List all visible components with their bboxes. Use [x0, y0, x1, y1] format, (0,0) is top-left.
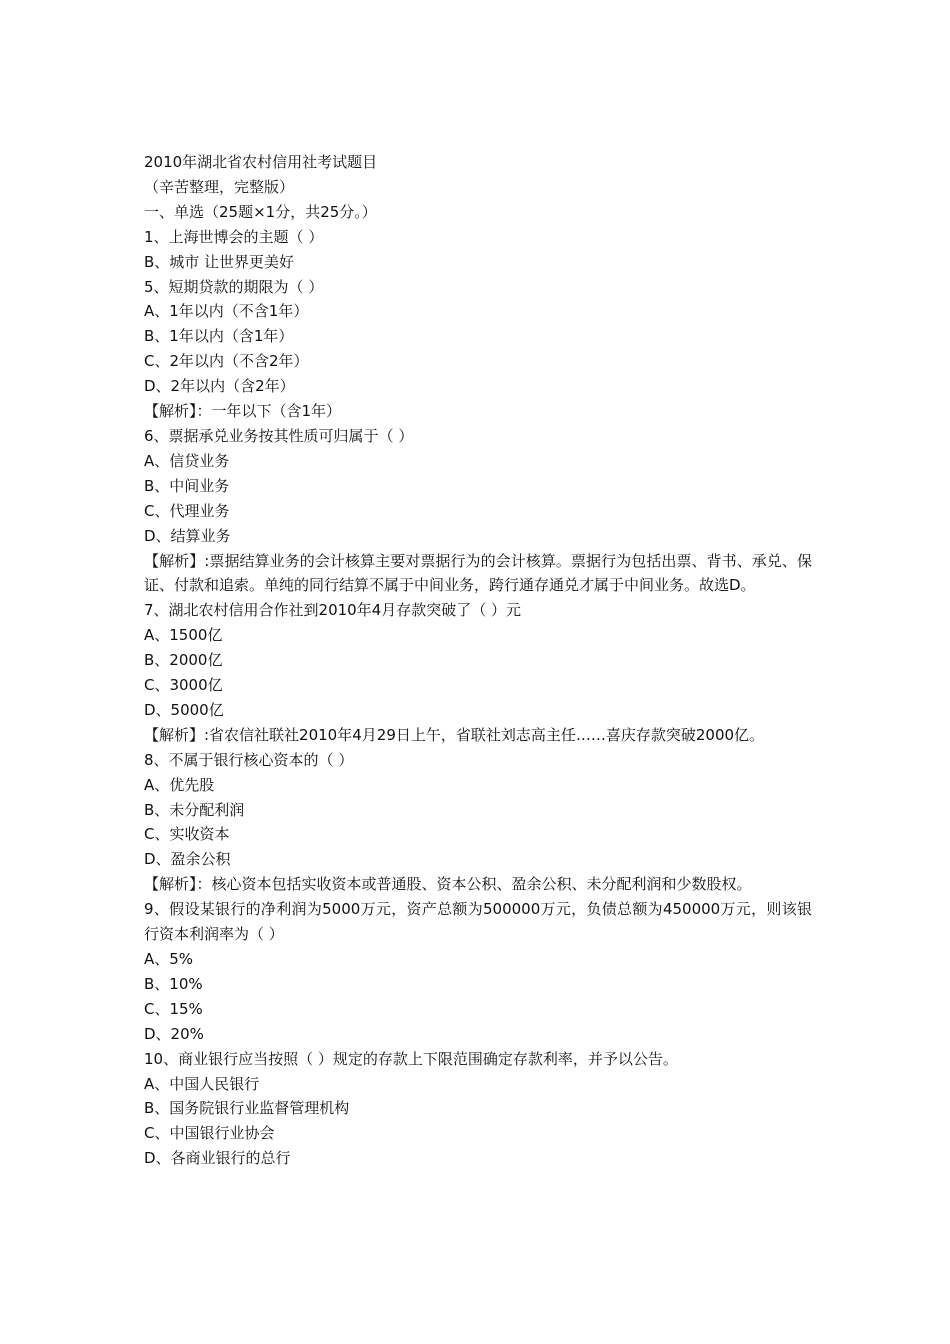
answer-option: B、未分配利润	[144, 800, 245, 819]
answer-option: C、中国银行业协会	[144, 1124, 275, 1143]
answer-option: B、1年以内（含1年）	[144, 327, 294, 346]
answer-option: B、中间业务	[144, 476, 230, 495]
answer-option: D、20%	[144, 1024, 204, 1043]
answer-option: A、1500亿	[144, 626, 223, 645]
explanation: 【解析】：核心资本包括实收资本或普通股、资本公积、盈余公积、未分配利润和少数股权。	[144, 875, 752, 894]
answer-option: B、10%	[144, 974, 203, 993]
answer-option: C、2年以内（不含2年）	[144, 352, 309, 371]
question-1: 1、上海世博会的主题（ ）	[144, 227, 324, 246]
explanation: 【解析】:省农信社联社2010年4月29日上午，省联社刘志高主任……喜庆存款突破2000亿。	[144, 725, 765, 744]
question-7: 7、湖北农村信用合作社到2010年4月存款突破了（ ）元	[144, 601, 522, 620]
document-subtitle: （辛苦整理，完整版）	[144, 177, 295, 196]
question-8: 8、不属于银行核心资本的（ ）	[144, 750, 354, 769]
document-body	[144, 150, 812, 1171]
answer-option: D、盈余公积	[144, 850, 231, 869]
explanation: 【解析】:票据结算业务的会计核算主要对票据行为的会计核算。票据行为包括出票、背书、承兑、保证、付款和追索。单纯的同行结算不属于中间业务，跨行通存通兑才属于中间业务。故选D。	[144, 551, 812, 595]
answer-option: B、城市 让世界更美好	[144, 252, 295, 271]
answer-option: D、各商业银行的总行	[144, 1149, 291, 1168]
answer-option: B、国务院银行业监督管理机构	[144, 1099, 350, 1118]
answer-option: B、2000亿	[144, 651, 223, 670]
answer-option: C、实收资本	[144, 825, 230, 844]
answer-option: A、优先股	[144, 775, 215, 794]
answer-option: C、代理业务	[144, 501, 230, 520]
question-6: 6、票据承兑业务按其性质可归属于（ ）	[144, 426, 414, 445]
document-title: 2010年湖北省农村信用社考试题目	[144, 153, 378, 171]
answer-option: A、信贷业务	[144, 451, 230, 470]
answer-option: D、5000亿	[144, 700, 224, 719]
question-9: 9、假设某银行的净利润为5000万元，资产总额为500000万元，负债总额为450000万元，则该银行资本利润率为（ ）	[144, 900, 812, 944]
question-10: 10、商业银行应当按照（ ）规定的存款上下限范围确定存款利率，并予以公告。	[144, 1049, 678, 1068]
answer-option: A、中国人民银行	[144, 1074, 260, 1093]
explanation: 【解析】：一年以下（含1年）	[144, 402, 342, 421]
answer-option: C、3000亿	[144, 676, 223, 695]
answer-option: A、5%	[144, 950, 194, 968]
answer-option: A、1年以内（不含1年）	[144, 302, 309, 321]
answer-option: D、2年以内（含2年）	[144, 377, 295, 396]
answer-option: D、结算业务	[144, 526, 231, 545]
answer-option: C、15%	[144, 999, 203, 1018]
section-heading: 一、单选（25题×1分，共25分。）	[144, 202, 377, 221]
question-5: 5、短期贷款的期限为（ ）	[144, 277, 324, 296]
